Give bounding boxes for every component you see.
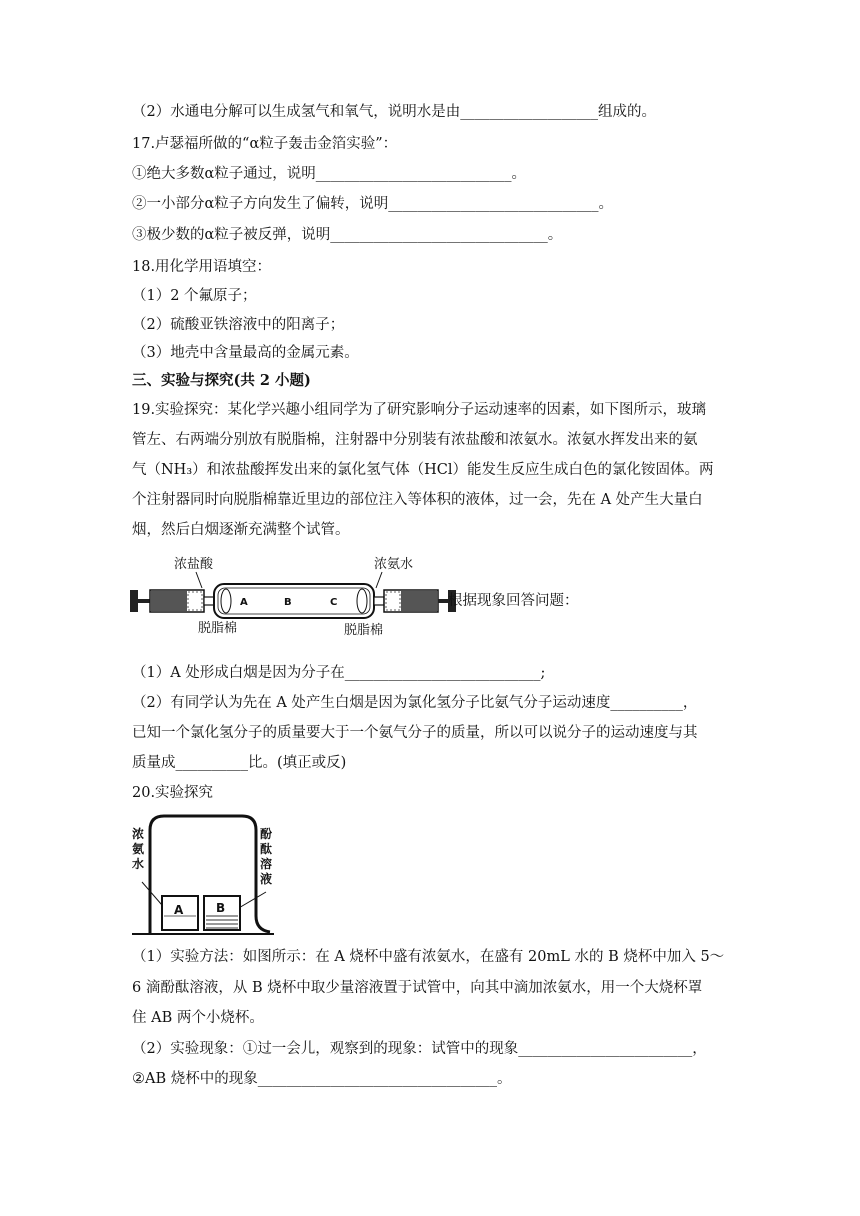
fig1-label-cotton-left: 脱脂棉: [198, 621, 238, 636]
text-line-q19-3: 气（NH₃）和浓盐酸挥发出来的氯化氢气体（HCl）能发生反应生成白色的氯化铵固体。两: [132, 462, 714, 478]
fig1-point-c: C: [330, 597, 338, 608]
text-line-q20-2a: （2）实验现象：①过一会儿，观察到的现象：试管中的现象________________________，: [132, 1041, 707, 1057]
beaker-figure: [128, 812, 278, 937]
fig1-point-b: B: [284, 597, 292, 608]
fig1-label-nh3: 浓氨水: [374, 557, 414, 572]
text-line-q18-2: （2）硫酸亚铁溶液中的阳离子；: [132, 317, 345, 333]
section-heading: 三、实验与探究(共 2 小题): [132, 372, 311, 389]
text-line-q18: 18.用化学用语填空：: [132, 259, 272, 275]
text-line-q19-4: 个注射器同时向脱脂棉靠近里边的部位注入等体积的液体，过一会，先在 A 处产生大量白: [132, 492, 703, 508]
fig1-label-cotton-right: 脱脂棉: [344, 623, 384, 638]
figure-caption: 根据现象回答问题：: [448, 593, 579, 609]
fig2-beaker-a-label: A: [174, 903, 184, 917]
fig2-label-phenolphthalein: 酚酞溶液: [260, 827, 273, 886]
text-line-q19-q2c: 质量成__________比。(填正或反): [132, 755, 347, 771]
text-line-q20-2b: ②AB 烧杯中的现象_________________________________。: [132, 1071, 512, 1087]
text-line-q17-3: ③极少数的α粒子被反弹，说明______________________________。: [132, 227, 563, 243]
text-line-q19-2: 管左、右两端分别放有脱脂棉，注射器中分别装有浓盐酸和浓氨水。浓氨水挥发出来的氨: [132, 432, 698, 448]
fig1-label-hcl: 浓盐酸: [174, 557, 214, 572]
text-line-q20-1b: 6 滴酚酞溶液，从 B 烧杯中取少量溶液置于试管中，向其中滴加浓氨水，用一个大烧杯罩: [132, 980, 703, 996]
text-line-q19-5: 烟，然后白烟逐渐充满整个试管。: [132, 522, 350, 538]
fig2-label-ammonia: 浓氨水: [132, 827, 145, 871]
text-line-q20: 20.实验探究: [132, 785, 214, 801]
text-line-q20-1c: 住 AB 两个小烧杯。: [132, 1010, 264, 1026]
text-line-q17: 17.卢瑟福所做的“α粒子轰击金箔实验”：: [132, 136, 398, 152]
text-line-q19-q2a: （2）有同学认为先在 A 处产生白烟是因为氯化氢分子比氨气分子运动速度__________，: [132, 695, 698, 711]
text-line-q17-2: ②一小部分α粒子方向发生了偏转，说明_____________________________。: [132, 196, 614, 212]
tube-syringe-figure: [128, 552, 458, 638]
glass-tube: [214, 584, 374, 618]
text-line-q19-q1: （1）A 处形成白烟是因为分子在___________________________;: [132, 665, 546, 681]
text-line-q18-3: （3）地壳中含量最高的金属元素。: [132, 345, 359, 361]
fig1-point-a: A: [240, 597, 248, 608]
text-line-q18-1: （1）2 个氟原子；: [132, 288, 257, 304]
text-line-q19-1: 19.实验探究：某化学兴趣小组同学为了研究影响分子运动速率的因素，如下图所示，玻璃: [132, 402, 707, 418]
text-line-q19-q2b: 已知一个氯化氢分子的质量要大于一个氨气分子的质量，所以可以说分子的运动速度与其: [132, 725, 698, 741]
text-line-q20-1a: （1）实验方法：如图所示：在 A 烧杯中盛有浓氨水，在盛有 20mL 水的 B 烧杯中加入 5～: [132, 949, 725, 965]
left-plunger-cap: [130, 590, 138, 612]
fig2-beaker-b-label: B: [216, 901, 226, 915]
text-line-q16-2: （2）水通电分解可以生成氢气和氧气，说明水是由___________________组成的。: [132, 104, 656, 120]
text-line-q17-1: ①绝大多数α粒子通过，说明___________________________。: [132, 166, 527, 182]
